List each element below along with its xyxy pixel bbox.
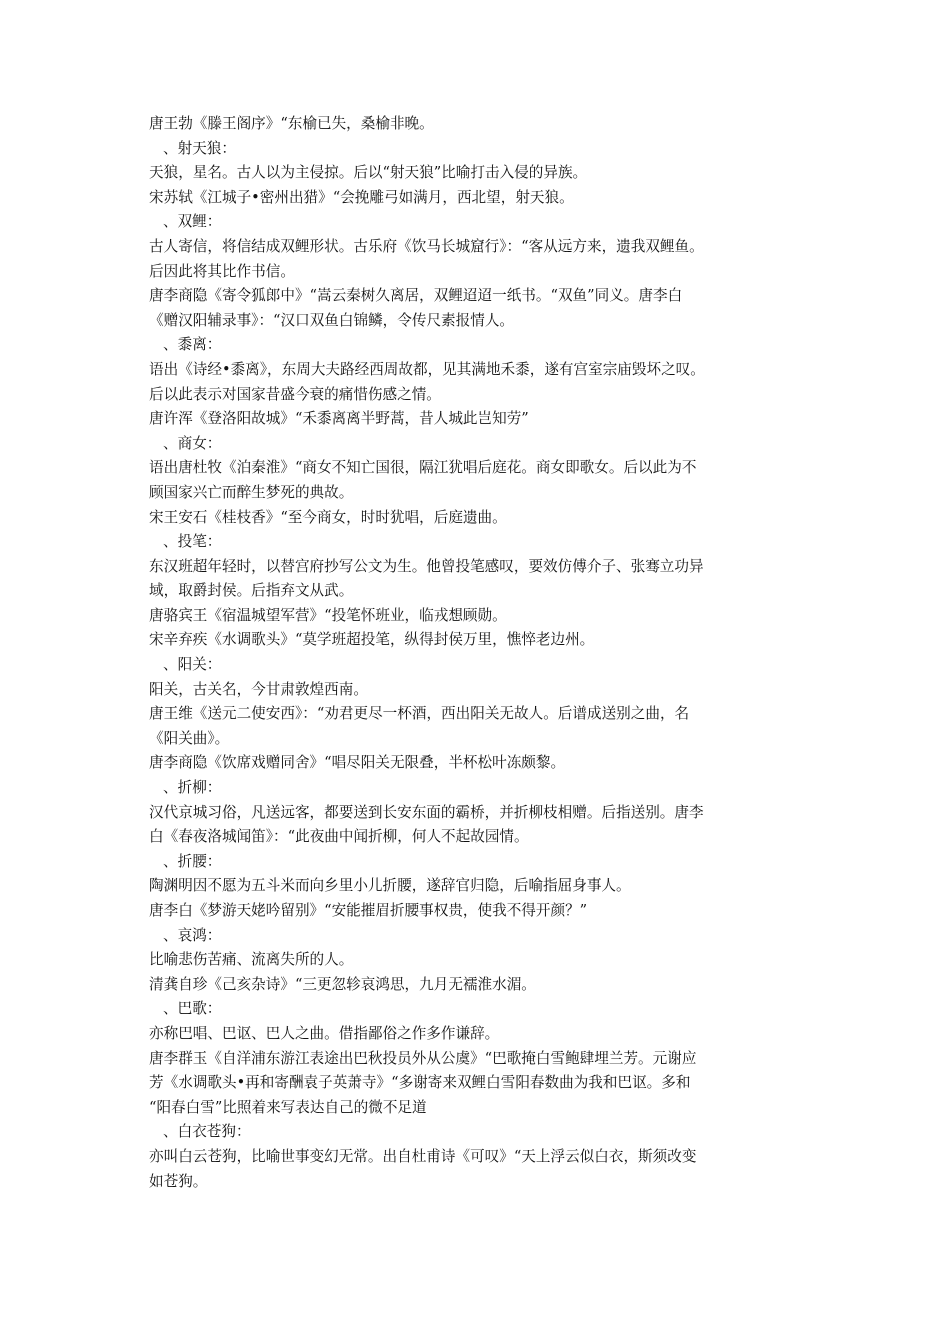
section-heading: 、哀鸿： (163, 926, 222, 944)
document-body (149, 112, 829, 1194)
text-line: 汉代京城习俗，凡送远客，都要送到长安东面的霸桥，并折柳枝相赠。后指送别。唐李 (149, 803, 704, 821)
text-line: 顾国家兴亡而醉生梦死的典故。 (149, 483, 354, 501)
text-line: 宋王安石《桂枝香》“至今商女，时时犹唱，后庭遗曲。 (149, 508, 507, 526)
text-line: 《赠汉阳辅录事》：“汉口双鱼白锦鳞，令传尺素报情人。 (149, 311, 515, 329)
section-heading: 、射天狼： (163, 139, 236, 157)
text-line: 后因此将其比作书信。 (149, 262, 295, 280)
text-line: 清龚自珍《己亥杂诗》“三更忽轸哀鸿思，九月无襦淮水湄。 (149, 975, 536, 993)
text-line: 宋苏轼《江城子•密州出猎》“会挽雕弓如满月，西北望，射天狼。 (149, 188, 574, 206)
text-line: 陶渊明因不愿为五斗米而向乡里小儿折腰，遂辞官归隐，后喻指屈身事人。 (149, 877, 631, 895)
text-line: 唐李白《梦游天姥吟留别》“安能摧眉折腰事权贵，使我不得开颜？” (149, 902, 588, 919)
text-line: 亦叫白云苍狗，比喻世事变幻无常。出自杜甫诗《可叹》“天上浮云似白衣，斯须改变 (149, 1147, 697, 1165)
text-line: 唐王勃《滕王阁序》“东榆已失，桑榆非晚。 (149, 115, 434, 132)
section-heading: 、白衣苍狗： (163, 1123, 251, 1141)
text-line: 古人寄信，将信结成双鲤形状。古乐府《饮马长城窟行》：“客从远方来，遗我双鲤鱼。 (149, 237, 704, 255)
section-heading: 、折柳： (163, 779, 222, 797)
text-line: 天狼，星名。古人以为主侵掠。后以“射天狼”比喻打击入侵的异族。 (149, 164, 588, 182)
text-line: 唐王维《送元二使安西》：“劝君更尽一杯酒，西出阳关无故人。后谱成送别之曲，名 (149, 705, 690, 723)
text-line: 东汉班超年轻时，以替宫府抄写公文为生。他曾投笔感叹，要效仿傅介子、张骞立功异 (149, 557, 704, 575)
text-line: 唐李商隐《寄令狐郎中》“嵩云秦树久离居，双鲤迢迢一纸书。“双鱼”同义。唐李白 (149, 287, 683, 305)
text-line: 白《春夜洛城闻笛》：“此夜曲中闻折柳，何人不起故园情。 (149, 828, 529, 846)
text-line: 《阳关曲》。 (149, 729, 230, 747)
text-line: 如苍狗。 (149, 1172, 208, 1190)
text-line: 语出唐杜牧《泊秦淮》“商女不知亡国很，隔江犹唱后庭花。商女即歌女。后以此为不 (149, 459, 697, 477)
text-line: 阳关，古关名，今甘肃敦煌西南。 (149, 680, 368, 698)
text-line: 语出《诗经•黍离》，东周大夫路经西周故都，见其满地禾黍，遂有宫室宗庙毁坏之叹。 (149, 360, 705, 378)
text-line: 域，取爵封侯。后指弃文从武。 (149, 582, 354, 600)
section-heading: 、双鲤： (163, 213, 222, 231)
text-line: 唐李群玉《自洋浦东游江表途出巴秋投员外从公虞》“巴歌掩白雪鲍肆埋兰芳。元谢应 (149, 1049, 697, 1067)
text-line: 亦称巴唱、巴讴、巴人之曲。借指鄙俗之作多作谦辞。 (149, 1024, 500, 1042)
text-line: 芳《水调歌头•再和寄酬袁子英萧寺》“多谢寄来双鲤白雪阳春数曲为我和巴讴。多和 (149, 1074, 691, 1092)
section-heading: 、商女： (163, 434, 222, 452)
section-heading: 、巴歌： (163, 1000, 222, 1018)
section-heading: 、黍离： (163, 336, 222, 354)
text-line: 后以此表示对国家昔盛今衰的痛惜伤感之情。 (149, 385, 441, 403)
text-line: “阳春白雪”比照着来写表达自己的微不足道 (149, 1098, 427, 1116)
text-line: 比喻悲伤苦痛、流离失所的人。 (149, 951, 354, 969)
text-line: 唐骆宾王《宿温城望军营》“投笔怀班业，临戎想顾勋。 (149, 606, 507, 624)
section-heading: 、投笔： (163, 533, 222, 551)
text-line: 唐许浑《登洛阳故城》“禾黍离离半野蒿，昔人城此岂知劳” (149, 410, 529, 428)
section-heading: 、阳关： (163, 656, 222, 674)
text-line: 唐李商隐《饮席戏赠同舍》“唱尽阳关无限叠，半杯松叶冻颇黎。 (149, 754, 566, 772)
section-heading: 、折腰： (163, 852, 222, 870)
text-line: 宋辛弃疾《水调歌头》“莫学班超投笔，纵得封侯万里，憔悴老边州。 (149, 631, 595, 649)
